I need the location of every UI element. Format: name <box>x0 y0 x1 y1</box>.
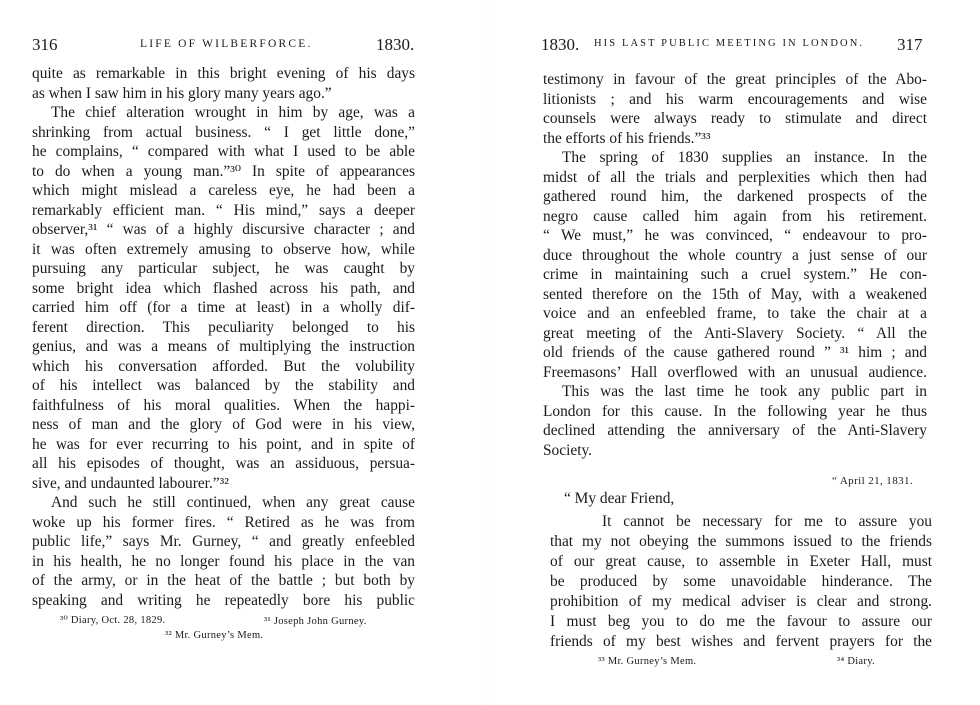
text-line: remarkably efficient man. “ His mind,” says a deeper <box>32 201 415 219</box>
text-line: Freemasons’ Hall overflowed with an unusual audience. <box>543 363 927 381</box>
text-line: London for this cause. In the following year he thus <box>543 402 927 420</box>
text-line: in his health, he no longer found his place in the van <box>32 552 415 570</box>
text-line: It cannot be necessary for me to assure you <box>602 513 932 530</box>
left-running-head: LIFE OF WILBERFORCE. <box>140 38 313 50</box>
text-line: of our great cause, to assemble in Exeter Hall, must <box>550 553 932 570</box>
text-line: of his intellect was balanced by the stability and <box>32 377 415 394</box>
footnote-30: ³⁰ Diary, Oct. 28, 1829. <box>60 615 166 626</box>
text-line: he was for ever recurring to his point, and in spite of <box>32 435 415 453</box>
text-line: genius, and was a means of multiplying the instruction <box>32 338 415 355</box>
letter-body-text <box>550 512 932 652</box>
page-gutter <box>480 0 490 705</box>
text-line: duce throughout the whole country a just sense of our <box>543 246 927 264</box>
text-line: I must beg you to do me the favour to assure our <box>550 613 932 630</box>
text-line: gathered round him, the darkened prospects of the <box>543 188 927 205</box>
text-line: of the army, or in the heat of the battle ; but both by <box>32 572 415 589</box>
text-line: as when I saw him in his glory many years ago.” <box>32 84 332 102</box>
text-line: observer,³¹ “ was of a highly discursive character ; and <box>32 221 415 238</box>
text-line: old friends of the cause gathered round ” ³¹ him ; and <box>543 344 927 361</box>
letter-date: “ April 21, 1831. <box>832 475 914 487</box>
text-line: litionists ; and his warm encouragements and wise <box>543 90 927 108</box>
text-line: The spring of 1830 supplies an instance. In the <box>562 149 927 166</box>
text-line: ferent direction. This peculiarity belonged to his <box>32 318 415 336</box>
text-line: shrinking from actual business. “ I get little done,” <box>32 123 415 141</box>
text-line: pursuing any particular subject, he was caught by <box>32 260 415 277</box>
footnote-33: ³³ Mr. Gurney’s Mem. <box>598 656 697 667</box>
text-line: declined attending the anniversary of the Anti-Slavery <box>543 422 927 439</box>
right-page-number: 317 <box>897 35 923 54</box>
text-line: “ We must,” he was convinced, “ endeavour to pro- <box>543 227 927 244</box>
text-line: voice and an enfeebled frame, to take the chair at a <box>543 305 927 322</box>
text-line: counsels were always ready to stimulate and direct <box>543 110 927 127</box>
text-line: great meeting of the Anti-Slavery Society. “ All the <box>543 324 927 342</box>
text-line: negro cause called him again from his retirement. <box>543 207 927 225</box>
left-body-text <box>32 64 415 610</box>
text-line: prohibition of my medical adviser is clear and strong. <box>550 593 932 610</box>
letter-salutation: “ My dear Friend, <box>564 490 675 507</box>
text-line: that my not obeying the summons issued to the friends <box>550 533 932 550</box>
text-line: he complains, “ compared with what I used to be able <box>32 143 415 160</box>
text-line: testimony in favour of the great principles of the Abo- <box>543 71 927 88</box>
text-line: it was often extremely amusing to observe how, while <box>32 240 415 258</box>
text-line: This was the last time he took any public part in <box>562 383 927 400</box>
right-body-text <box>543 70 927 460</box>
text-line: Society. <box>543 441 593 459</box>
text-line: woke up his former fires. “ Retired as he was from <box>32 513 415 531</box>
footnote-34: ³⁴ Diary. <box>837 656 875 667</box>
text-line: midst of all the trials and perplexities which then had <box>543 168 927 186</box>
text-line: carried him off (for a time at least) in a wholly dif- <box>32 299 415 316</box>
right-running-head: HIS LAST PUBLIC MEETING IN LONDON. <box>594 38 865 49</box>
text-line: public life,” says Mr. Gurney, “ and greatly enfeebled <box>32 533 415 550</box>
text-line: friends of my best wishes and fervent prayers for the <box>550 633 932 650</box>
text-line: speaking and writing he repeatedly bore his public <box>32 591 415 609</box>
footnote-32: ³² Mr. Gurney’s Mem. <box>165 630 264 641</box>
text-line: ness of man and the glory of God were in his view, <box>32 416 415 433</box>
footnote-31: ³¹ Joseph John Gurney. <box>264 616 367 627</box>
text-line: which might mislead a careless eye, he had been a <box>32 182 415 199</box>
text-line: the efforts of his friends.”³³ <box>543 129 711 147</box>
text-line: The chief alteration wrought in him by age, was a <box>51 104 415 121</box>
text-line: faithfulness of his moral qualities. When the happi- <box>32 396 415 414</box>
text-line: be produced by some unavoidable hinderance. The <box>550 573 932 590</box>
text-line: sented therefore on the 15th of May, with a weakened <box>543 285 927 303</box>
text-line: quite as remarkable in this bright evening of his days <box>32 65 415 82</box>
left-running-year: 1830. <box>376 35 415 54</box>
text-line: sive, and undaunted labourer.”³² <box>32 474 229 492</box>
text-line: some bright idea which flashed across his path, and <box>32 279 415 297</box>
right-running-year: 1830. <box>541 35 580 54</box>
text-line: which his conversation afforded. But the volubility <box>32 357 415 375</box>
text-line: to do when a young man.”³⁰ In spite of appearances <box>32 162 415 180</box>
left-page-number: 316 <box>32 35 58 54</box>
left-page <box>0 0 480 705</box>
text-line: crime in maintaining such a cruel system.” He con- <box>543 266 927 283</box>
text-line: And such he still continued, when any great cause <box>51 494 415 511</box>
right-page <box>490 0 980 705</box>
text-line: all his episodes of thought, was an assiduous, persua- <box>32 455 415 472</box>
